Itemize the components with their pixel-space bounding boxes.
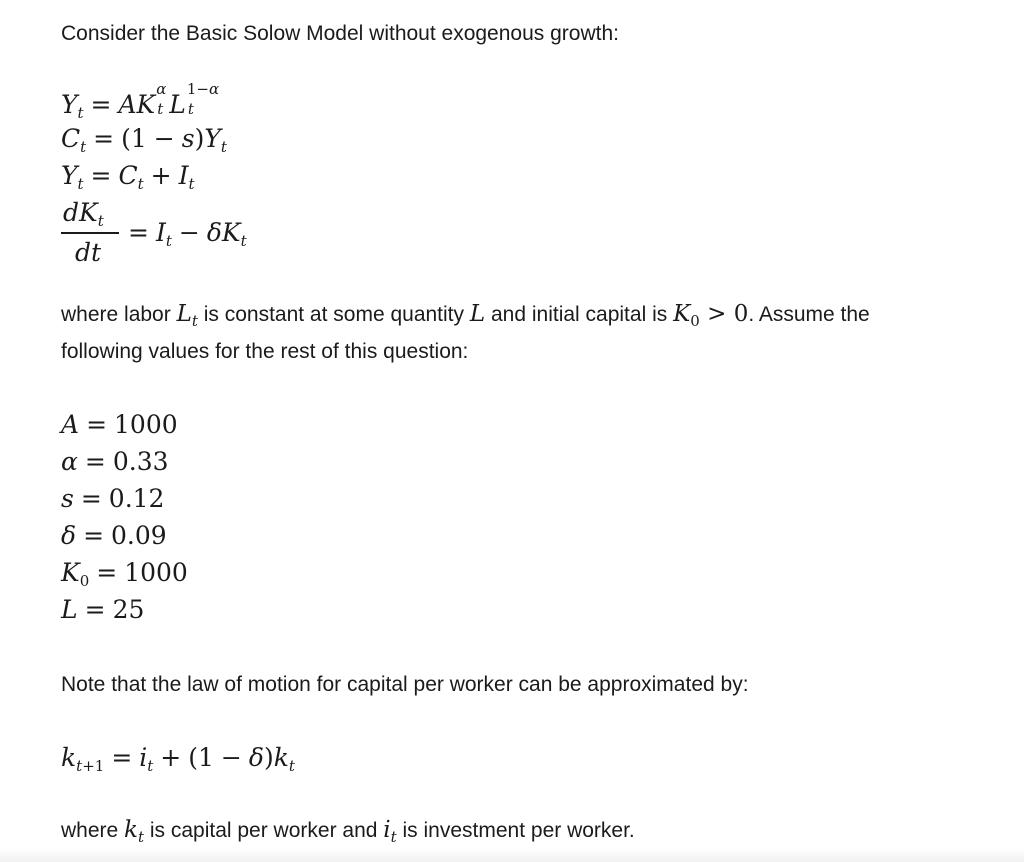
law-of-motion-note: Note that the law of motion for capital per worker can be approximated by:	[61, 673, 749, 696]
equation-output-identity: $Y_t = C_t + I_t$	[61, 161, 195, 193]
intro-text: Consider the Basic Solow Model without exogenous growth:	[61, 22, 619, 45]
labor-sentence-line2: following values for the rest of this question:	[61, 340, 469, 363]
equation-law-of-motion: $k_{t+1} = i_t + (1 - \delta)k_t$	[61, 743, 295, 775]
bottom-edge-shadow	[0, 848, 1024, 862]
equation-production: $Y_t$ = AK α t L 1−α t	[61, 80, 220, 122]
labor-sentence: where labor $L_t$ is constant at some quantity L and initial capital is $K_0 > 0$. Assume the	[61, 301, 870, 330]
equation-capital-accumulation: = $I_t - \delta K_t$	[128, 218, 247, 250]
param-A: A = 1000	[61, 410, 178, 439]
param-K0: $K_0 = 1000$	[61, 558, 188, 590]
equation-consumption: $C_t = (1 - s)Y_t$	[61, 124, 227, 156]
param-delta: δ = 0.09	[61, 521, 167, 550]
equation-capital-fraction: $dK_t$ dt	[61, 198, 121, 270]
param-L: L = 25	[61, 595, 145, 624]
param-s: s = 0.12	[61, 484, 165, 513]
definition-sentence: where $k_t$ is capital per worker and $i_t$ is investment per worker.	[61, 817, 635, 846]
param-alpha: α = 0.33	[61, 447, 169, 476]
